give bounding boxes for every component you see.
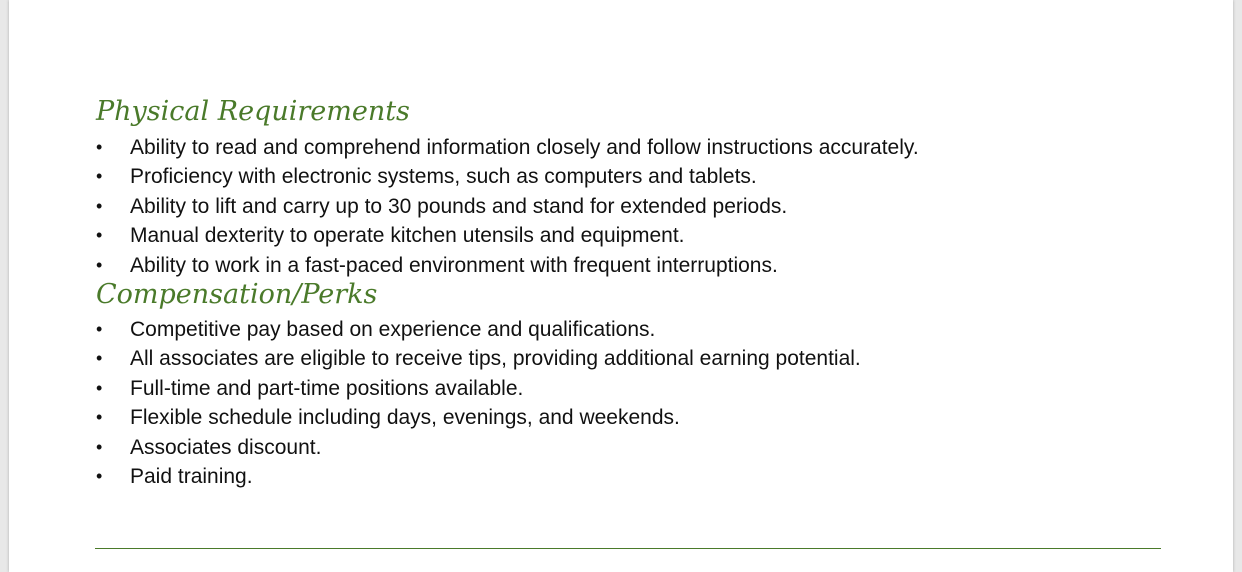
horizontal-rule: [95, 548, 1161, 549]
bullet-icon: •: [96, 436, 103, 457]
list-item-text: Paid training.: [130, 464, 253, 488]
list-item-text: Competitive pay based on experience and qualifications.: [130, 318, 656, 341]
list-item-text: Ability to read and comprehend information closely and follow instructions accurately.: [130, 136, 919, 159]
list-item-text: All associates are eligible to receive tips, providing additional earning potential.: [130, 347, 861, 371]
list-item-text: Flexible schedule including days, evenings, and weekends.: [130, 406, 680, 430]
bullet-icon: •: [96, 319, 103, 339]
document-page: [9, 0, 1233, 572]
bullet-icon: •: [96, 166, 103, 187]
bullet-icon: •: [96, 254, 103, 275]
list-item-text: Associates discount.: [130, 435, 322, 459]
bullet-icon: •: [96, 195, 103, 216]
list-item-text: Ability to work in a fast-paced environment with frequent interruptions.: [130, 253, 778, 277]
list-item-text: Manual dexterity to operate kitchen utensils and equipment.: [130, 224, 685, 248]
physical-requirements-heading: Physical Requirements: [96, 96, 410, 127]
list-item-text: Full-time and part-time positions available.: [130, 376, 524, 400]
bullet-icon: •: [96, 225, 103, 246]
compensation-perks-heading: Compensation/Perks: [96, 279, 378, 310]
bullet-icon: •: [96, 407, 103, 428]
list-item-text: Ability to lift and carry up to 30 pounds and stand for extended periods.: [130, 194, 788, 218]
bullet-icon: •: [96, 465, 103, 486]
bullet-icon: •: [96, 137, 103, 157]
bullet-icon: •: [96, 348, 103, 369]
bullet-icon: •: [96, 377, 103, 398]
list-item-text: Proficiency with electronic systems, such as computers and tablets.: [130, 165, 757, 189]
